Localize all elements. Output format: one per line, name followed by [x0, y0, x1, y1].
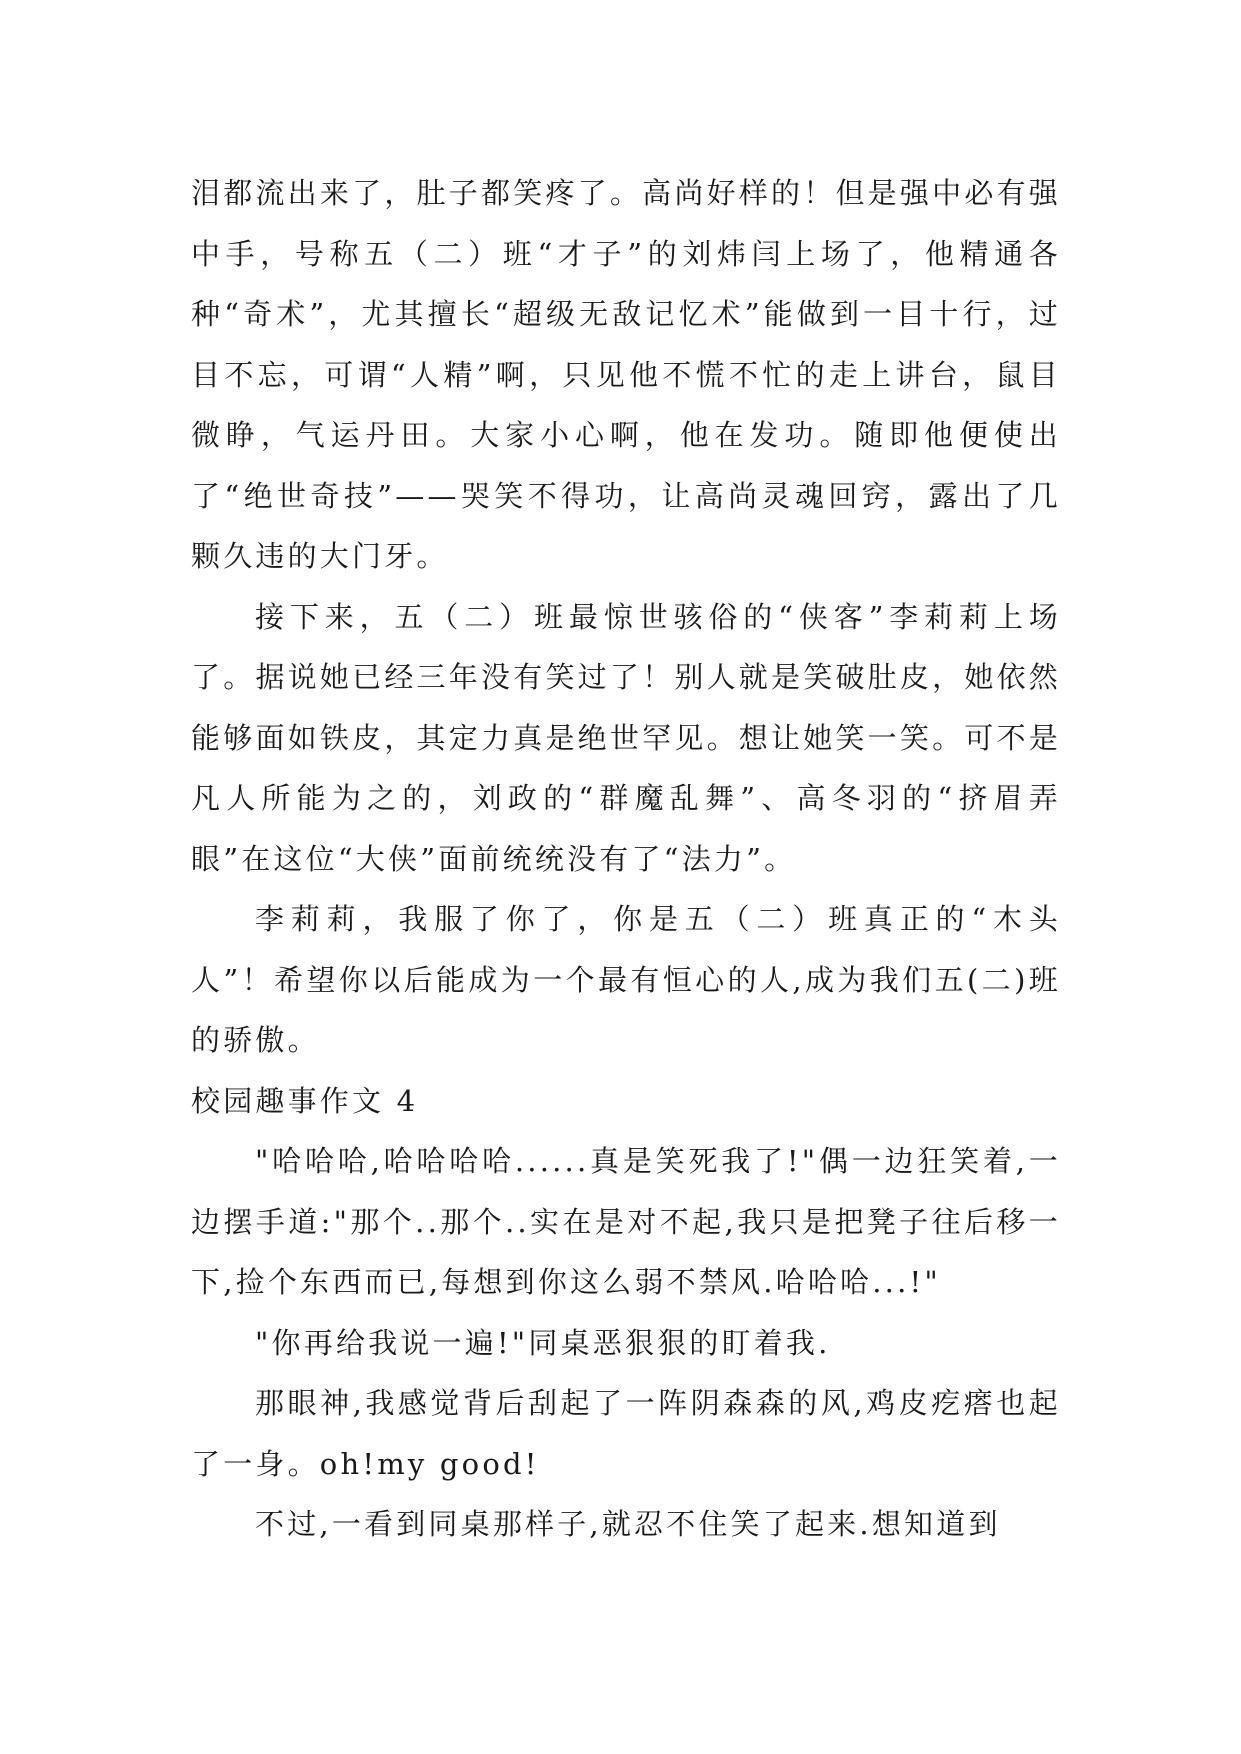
- paragraph-1: 泪都流出来了，肚子都笑疼了。高尚好样的！但是强中必有强中手，号称五（二）班“才子”的刘炜闫上场了，他精通各种“奇术”，尤其擅长“超级无敌记忆术”能做到一目十行，过目不忘，可谓“人精”啊，只见他不慌不忙的走上讲台，鼠目微睁，气运丹田。大家小心啊，他在发功。随即他便使出了“绝世奇技”——哭笑不得功，让高尚灵魂回窍，露出了几颗久违的大门牙。: [191, 176, 1061, 573]
- paragraph-2: 接下来，五（二）班最惊世骇俗的“侠客”李莉莉上场了。据说她已经三年没有笑过了！别人就是笑破肚皮，她依然能够面如铁皮，其定力真是绝世罕见。想让她笑一笑。可不是凡人所能为之的，刘政的“群魔乱舞”、高冬羽的“挤眉弄眼”在这位“大侠”面前统统没有了“法力”。: [191, 599, 1061, 876]
- paragraph-5: "你再给我说一遍!"同桌恶狠狠的盯着我.: [255, 1325, 831, 1360]
- paragraph-3: 李莉莉，我服了你了，你是五（二）班真正的“木头人”！希望你以后能成为一个最有恒心的人,成为我们五(二)班的骄傲。: [191, 902, 1061, 1057]
- paragraph-7: 不过,一看到同桌那样子,就忍不住笑了起来.想知道到: [255, 1507, 1001, 1541]
- document-body: [191, 163, 1061, 1555]
- paragraph-6: 那眼神,我感觉背后刮起了一阵阴森森的风,鸡皮疙瘩也起了一身。oh!my good!: [191, 1386, 1061, 1481]
- paragraph-4: "哈哈哈,哈哈哈哈......真是笑死我了!"偶一边狂笑着,一边摆手道:"那个..那个..实在是对不起,我只是把凳子往后移一下,捡个东西而已,每想到你这么弱不禁风.哈哈哈...!": [191, 1144, 1061, 1299]
- section-heading: 校园趣事作文 4: [191, 1083, 419, 1118]
